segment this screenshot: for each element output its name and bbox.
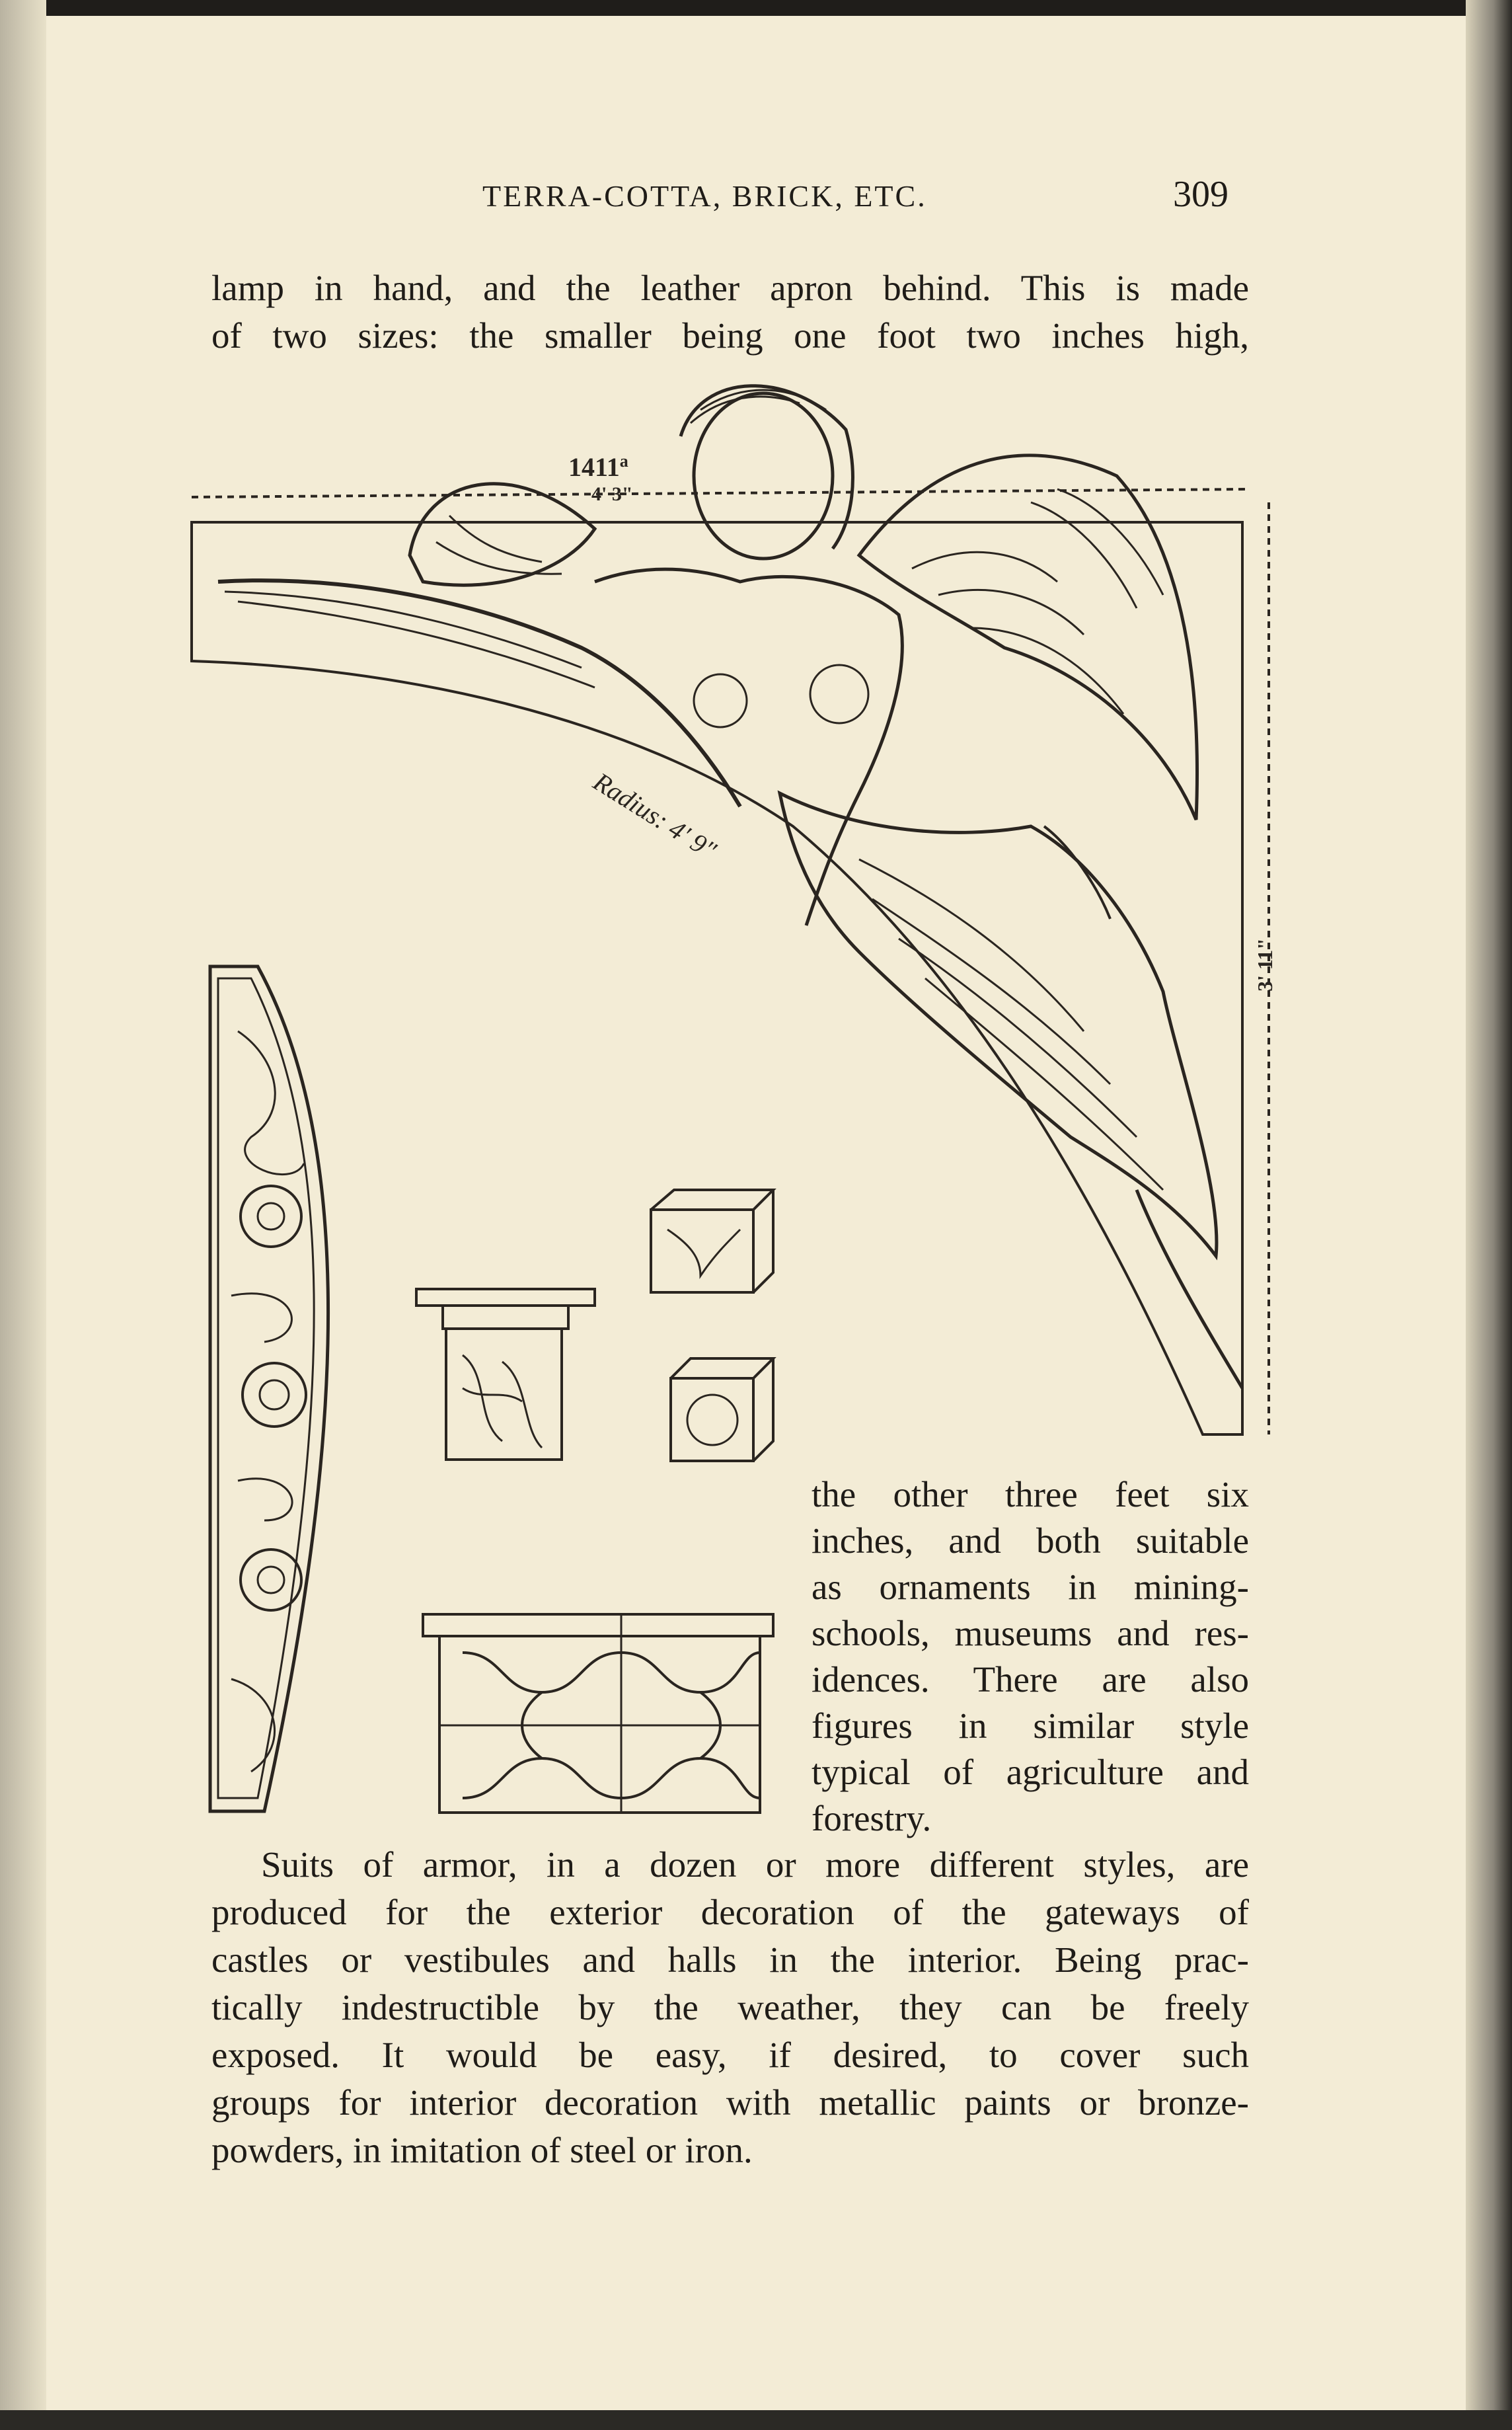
text-line: lamp in hand, and the leather apron behind. This is made <box>211 268 1249 308</box>
text-line: idences. There are also <box>812 1659 1249 1700</box>
text-line: Suits of armor, in a dozen or more different styles, are <box>261 1844 1249 1885</box>
text-line: figures in similar style <box>812 1705 1249 1746</box>
text-line: exposed. It would be easy, if desired, to cover such <box>211 2035 1249 2075</box>
text-line: tically indestructible by the weather, they can be freely <box>211 1987 1249 2027</box>
radius-label: Radius: 4' 9" <box>588 766 722 865</box>
text-line: castles or vestibules and halls in the interior. Being prac- <box>211 1940 1249 1980</box>
height-label: 3' 11" <box>1253 938 1277 992</box>
page-number: 309 <box>1173 174 1228 215</box>
rosette-block <box>651 1190 773 1292</box>
ornamental-band <box>210 966 328 1811</box>
text-line: of two sizes: the smaller being one foot two inches high, <box>211 315 1249 356</box>
capital-block <box>416 1289 595 1460</box>
dimension-code: 1411$^a$ <box>568 451 628 482</box>
text-line: schools, museums and res- <box>812 1613 1249 1653</box>
rosette-block <box>671 1358 773 1461</box>
text-line: groups for interior decoration with metallic paints or bronze- <box>211 2082 1249 2123</box>
text-line: forestry. <box>812 1798 932 1838</box>
width-dimension-line <box>192 489 1249 497</box>
running-title: TERRA-COTTA, BRICK, ETC. <box>482 179 927 213</box>
text-line: typical of agriculture and <box>812 1752 1249 1792</box>
palm-branch <box>218 580 740 806</box>
drapery <box>780 793 1217 1256</box>
text-line: inches, and both suitable <box>812 1520 1249 1561</box>
text-line: the other three feet six <box>812 1474 1249 1514</box>
text-line: powders, in imitation of steel or iron. <box>211 2130 753 2170</box>
bracket-outline <box>192 522 1242 1434</box>
tracery-panel <box>423 1614 773 1813</box>
text-line: produced for the exterior decoration of the gateways of <box>211 1892 1249 1932</box>
figure-head <box>694 393 833 559</box>
figure-foot <box>1137 1190 1242 1388</box>
text-line: as ornaments in mining- <box>812 1567 1249 1607</box>
width-label: 4' 3" <box>591 483 633 505</box>
